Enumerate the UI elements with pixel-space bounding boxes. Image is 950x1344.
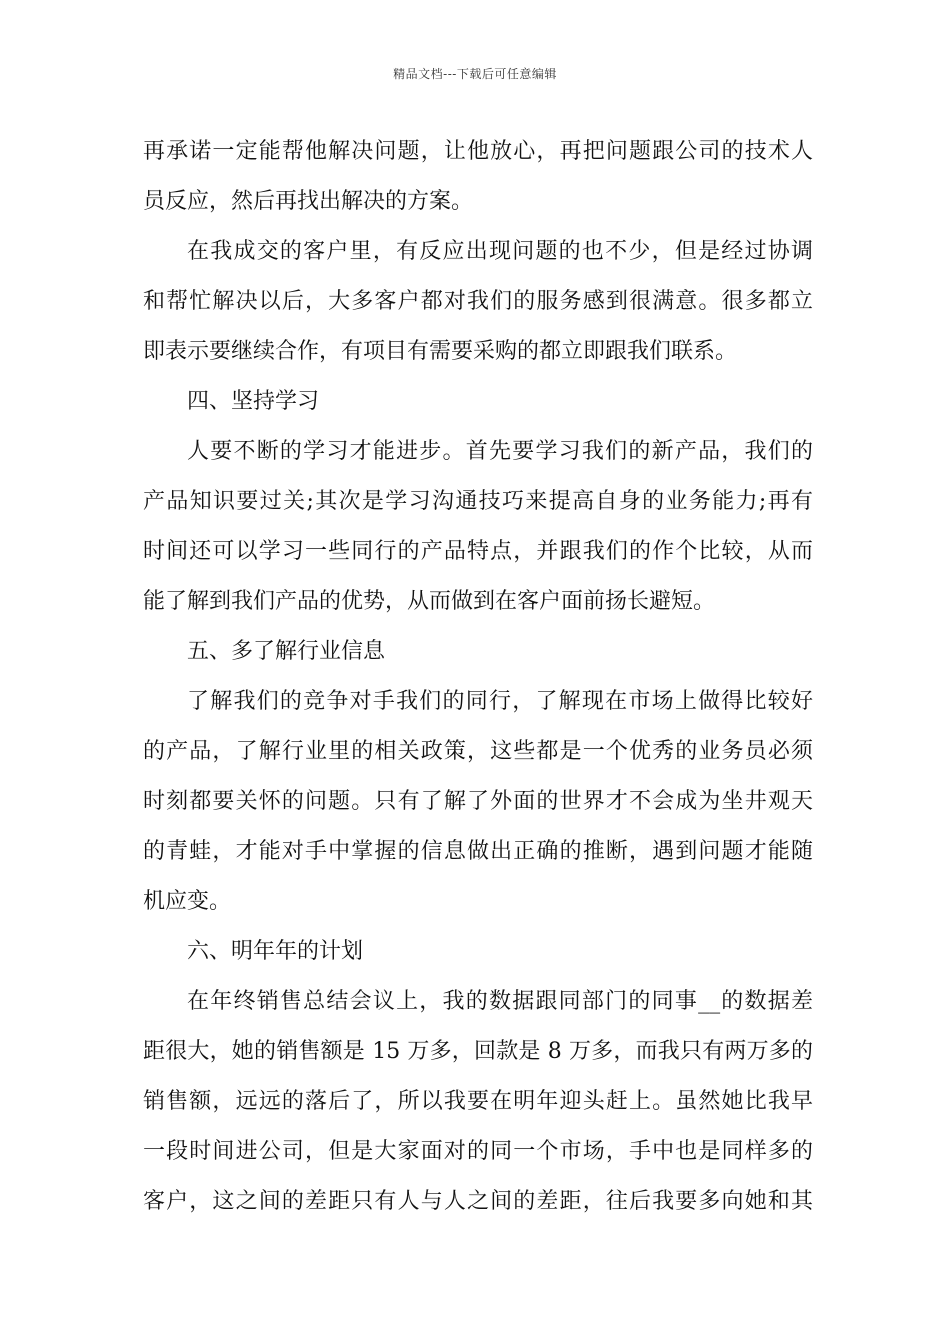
text-line: 在我成交的客户里，有反应出现问题的也不少，但是经过协调 — [187, 239, 813, 264]
text-line: 的青蛙，才能对手中掌握的信息做出正确的推断，遇到问题才能随 — [143, 839, 813, 864]
paragraph — [143, 127, 813, 227]
text-line: 了解我们的竞争对手我们的同行，了解现在市场上做得比较好 — [187, 689, 813, 714]
text-line: 时刻都要关怀的问题。只有了解了外面的世界才不会成为坐井观天 — [143, 789, 813, 814]
text-line: 一段时间进公司，但是大家面对的同一个市场，手中也是同样多的 — [143, 1139, 813, 1164]
text-line: 员反应，然后再找出解决的方案。 — [143, 189, 474, 214]
text-line: 时间还可以学习一些同行的产品特点，并跟我们的作个比较，从而 — [143, 539, 813, 564]
section-heading: 六、明年年的计划 — [187, 939, 364, 964]
text-line: 客户，这之间的差距只有人与人之间的差距，往后我要多向她和其 — [143, 1189, 813, 1214]
text-line: 的产品，了解行业里的相关政策，这些都是一个优秀的业务员必须 — [143, 739, 813, 764]
paragraph — [143, 977, 813, 1227]
paragraph — [143, 227, 813, 377]
document-body — [143, 127, 813, 1227]
text-line: 机应变。 — [143, 889, 232, 914]
text-line: 在年终销售总结会议上，我的数据跟同部门的同事__的数据差 — [187, 989, 813, 1014]
text-line: 人要不断的学习才能进步。首先要学习我们的新产品，我们的 — [187, 439, 813, 464]
section-heading: 五、多了解行业信息 — [187, 639, 386, 664]
section-heading: 四、坚持学习 — [187, 389, 320, 414]
paragraph — [143, 427, 813, 627]
text-line: 销售额，远远的落后了，所以我要在明年迎头赶上。虽然她比我早 — [143, 1089, 813, 1114]
text-line: 和帮忙解决以后，大多客户都对我们的服务感到很满意。很多都立 — [143, 289, 813, 314]
text-line: 即表示要继续合作，有项目有需要采购的都立即跟我们联系。 — [143, 339, 738, 364]
text-line: 能了解到我们产品的优势，从而做到在客户面前扬长避短。 — [143, 589, 716, 614]
text-line: 产品知识要过关;其次是学习沟通技巧来提高自身的业务能力;再有 — [143, 489, 813, 514]
text-line: 再承诺一定能帮他解决问题，让他放心，再把问题跟公司的技术人 — [143, 139, 813, 164]
text-line: 距很大，她的销售额是 15 万多，回款是 8 万多，而我只有两万多的 — [143, 1039, 813, 1064]
page-header: 精品文档---下载后可任意编辑 — [393, 67, 557, 81]
paragraph — [143, 677, 813, 927]
